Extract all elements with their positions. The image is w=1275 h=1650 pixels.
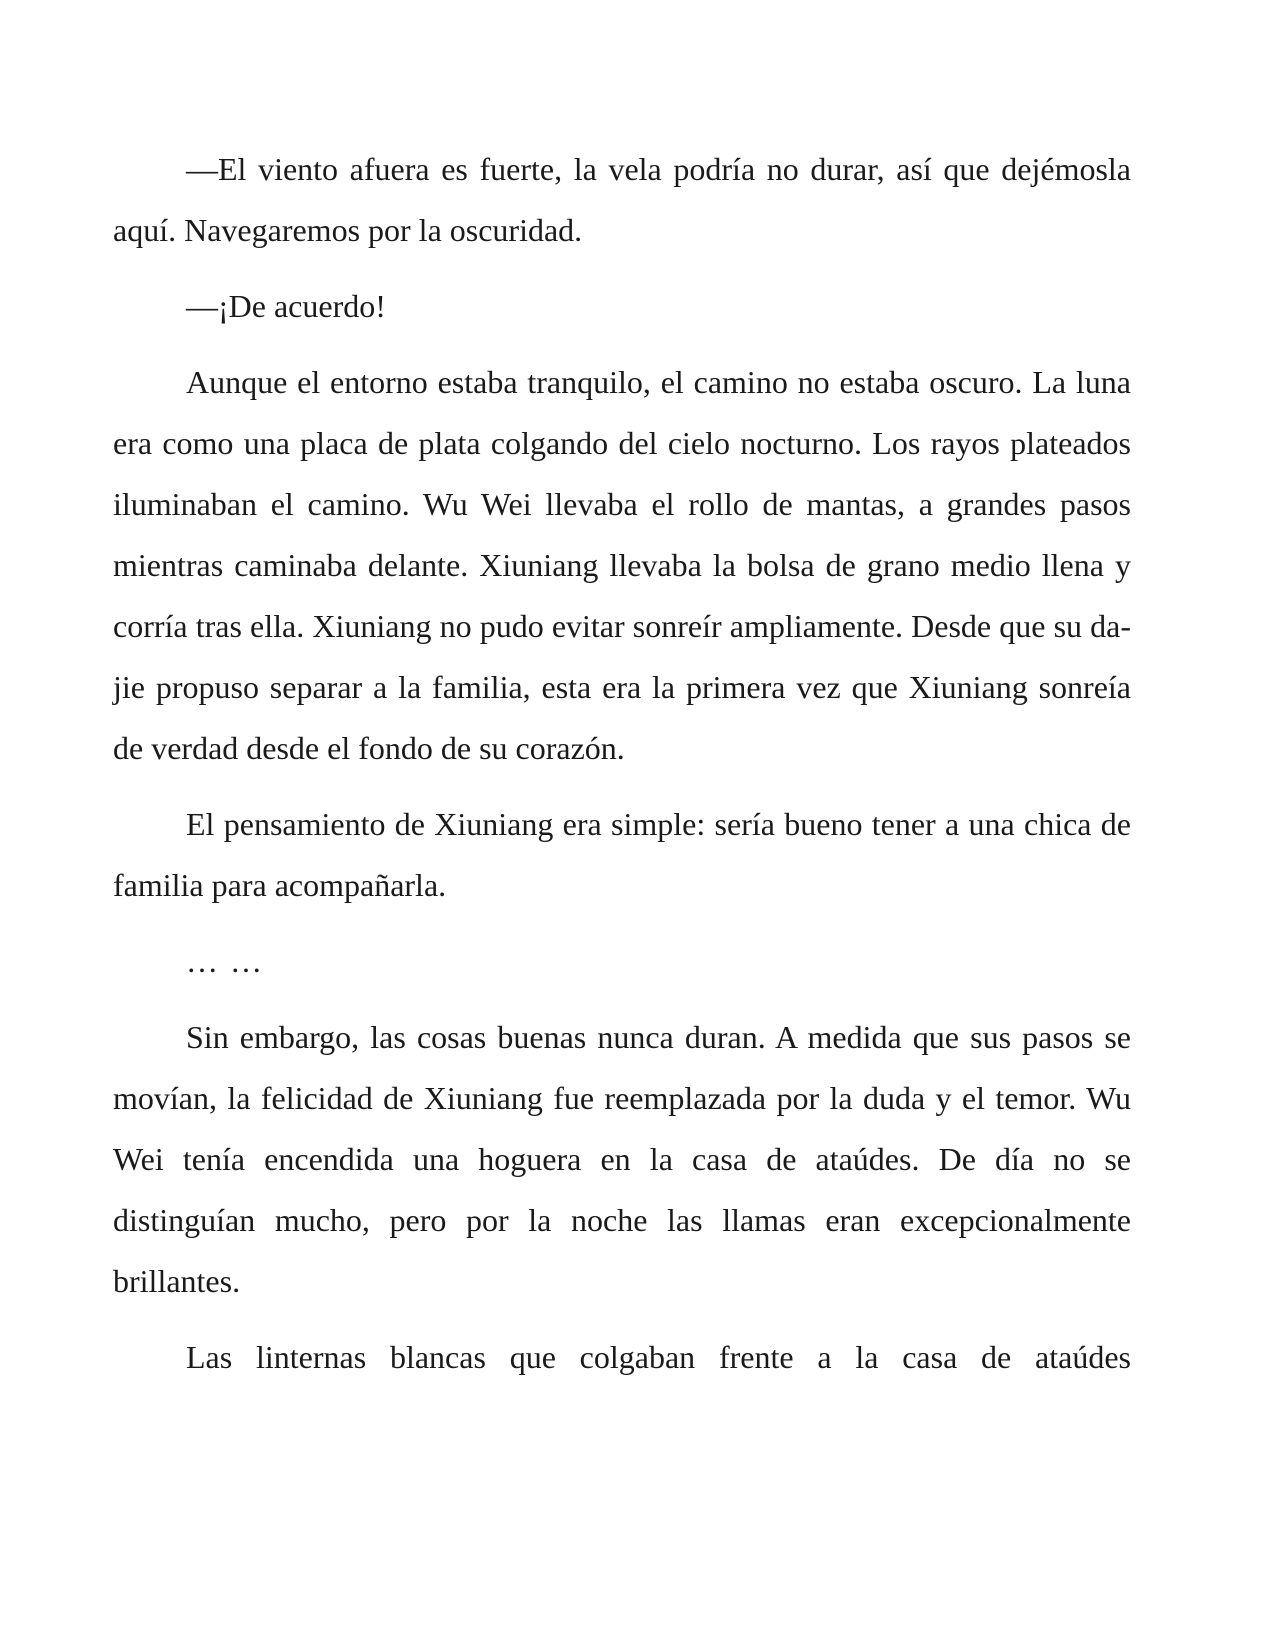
paragraph-dialogue-wind: —El viento afuera es fuerte, la vela podría no durar, así que dejémosla aquí. Navegaremos por la oscuridad. xyxy=(113,151,1131,248)
paragraph-xiuniang-thought: El pensamiento de Xiuniang era simple: sería bueno tener a una chica de familia para acompañarla. xyxy=(113,806,1131,903)
paragraph-moonlit-path: Aunque el entorno estaba tranquilo, el camino no estaba oscuro. La luna era como una placa de plata colgando del cielo nocturno. Los rayos plateados iluminaban el camino. Wu Wei llevaba el rollo de mantas, a grandes pasos mientras caminaba delante. Xiuniang llevaba la bolsa de grano medio llena y corría tras ella. Xiuniang no pudo evitar sonreír ampliamente. Desde que su da-jie propuso separar a la familia, esta era la primera vez que Xiuniang sonreía de verdad desde el fondo de su corazón. xyxy=(113,364,1131,766)
paragraph-white-lanterns: Las linternas blancas que colgaban frente a la casa de ataúdes xyxy=(186,1339,1131,1375)
paragraph-good-things: Sin embargo, las cosas buenas nunca duran. A medida que sus pasos se movían, la felicidad de Xiuniang fue reemplazada por la duda y el temor. Wu Wei tenía encendida una hoguera en la casa de ataúdes. De día no se distinguían mucho, pero por la noche las llamas eran excepcionalmente brillantes. xyxy=(113,1019,1131,1299)
scene-break-ellipsis: … … xyxy=(186,943,264,979)
body-text xyxy=(113,139,1131,1403)
paragraph-dialogue-agree: —¡De acuerdo! xyxy=(186,288,386,324)
